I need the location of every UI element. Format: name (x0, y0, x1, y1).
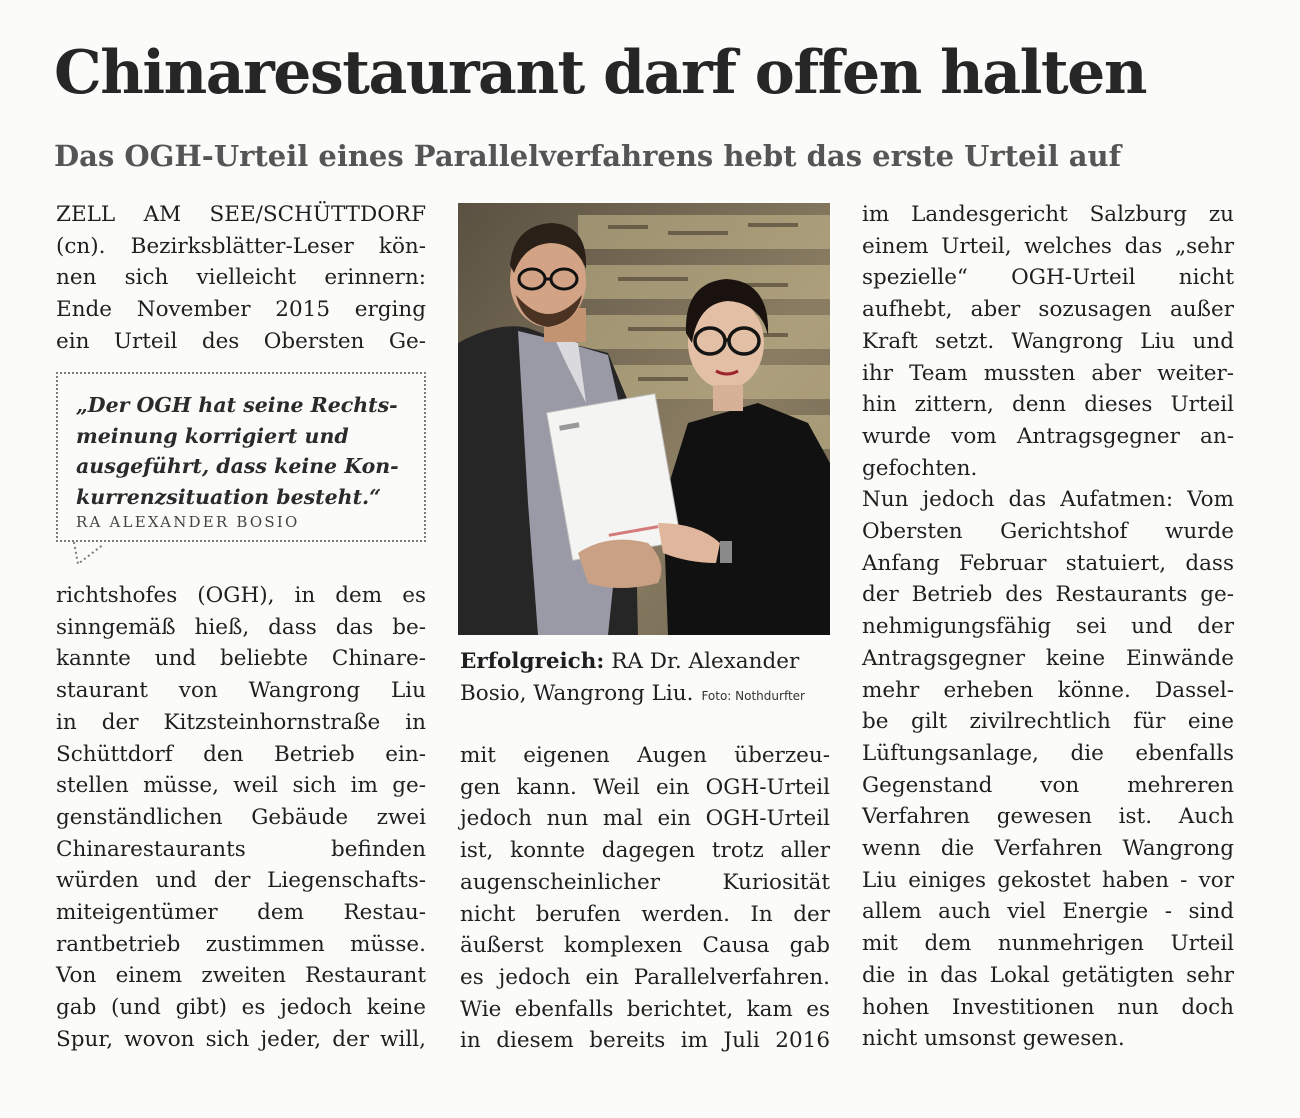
text-line: (cn). Bezirksblätter-Leser kön- (56, 233, 426, 259)
text-line: stellen müsse, weil sich im ge- (56, 773, 426, 799)
text-line: gefochten. (862, 455, 978, 481)
text-line: Nun jedoch das Aufatmen: Vom (862, 487, 1234, 513)
text-line: ein Urteil des Obersten Ge- (56, 328, 426, 354)
text-line: mit dem nunmehrigen Urteil (862, 931, 1234, 957)
column-2 (460, 740, 830, 1057)
text-line: Lüftungsanlage, die ebenfalls (862, 740, 1234, 766)
text-line: in der Kitzsteinhornstraße in (56, 709, 426, 735)
caption-text: RA Dr. Alexander (611, 649, 800, 674)
text-line: Spur, wovon sich jeder, der will, (56, 1026, 426, 1052)
text-line: im Landesgericht Salzburg zu (862, 202, 1234, 227)
quote-author: RA ALEXANDER BOSIO (76, 513, 300, 531)
text-line: Chinarestaurants befinden (56, 836, 426, 862)
text-line: der Betrieb des Restaurants ge- (862, 582, 1234, 608)
quote-line: ausgeführt, dass keine Kon- (76, 454, 399, 478)
text-line: nehmigungsfähig sei und der (862, 614, 1234, 640)
caption-line (460, 678, 840, 713)
text-line: spezielle“ OGH-Urteil nicht (862, 265, 1234, 291)
text-line: mehr erheben könne. Dassel- (862, 677, 1234, 703)
text-line: rantbetrieb zustimmen müsse. (56, 931, 426, 957)
text-line: Obersten Gerichtshof wurde (862, 519, 1234, 545)
text-line: sinngemäß hieß, dass das be- (56, 614, 426, 640)
text-line: allem auch viel Energie - sind (862, 899, 1234, 925)
photo-credit: Foto: Nothdurfter (701, 688, 805, 703)
text-line: kannte und beliebte Chinare- (56, 646, 426, 672)
text-line: es jedoch ein Parallelverfahren. (460, 964, 830, 990)
text-line: würden und der Liegenschafts- (56, 868, 426, 894)
quote-tail-icon (70, 540, 110, 570)
text-line: nicht umsonst gewesen. (862, 1026, 1125, 1052)
text-line: Antragsgegner keine Einwände (862, 645, 1234, 671)
text-line: jedoch nun mal ein OGH-Urteil (460, 806, 830, 832)
photo-caption (460, 646, 840, 712)
caption-line (460, 646, 840, 678)
column-3 (862, 199, 1234, 1055)
text-line: hohen Investitionen nun doch (862, 994, 1234, 1020)
text-line: ZELL AM SEE/SCHÜTTDORF (56, 202, 426, 227)
subheadline: Das OGH-Urteil eines Parallelverfahrens hebt das erste Urteil auf (54, 139, 1122, 173)
pull-quote-text (76, 390, 406, 512)
text-line: ist, konnte dagegen trotz aller (460, 838, 830, 864)
text-line: äußerst komplexen Causa gab (460, 933, 830, 959)
text-line: Schüttdorf den Betrieb ein- (56, 741, 426, 767)
text-line: augenscheinlicher Kuriosität (460, 869, 830, 895)
text-line: Von einem zweiten Restaurant (56, 963, 426, 989)
text-line: Verfahren gewesen ist. Auch (862, 804, 1234, 830)
text-line: Kraft setzt. Wangrong Liu und (862, 328, 1234, 354)
text-line: einem Urteil, welches das „sehr (862, 233, 1234, 259)
caption-label: Erfolgreich: (460, 649, 605, 674)
headline: Chinarestaurant darf offen halten (54, 38, 1146, 108)
text-line: wurde vom Antragsgegner an- (862, 423, 1234, 449)
text-line: be gilt zivilrechtlich für eine (862, 709, 1234, 735)
text-line: Ende November 2015 erging (56, 297, 426, 323)
article-photo (458, 203, 830, 635)
text-line: Wie ebenfalls berichtet, kam es (460, 996, 830, 1022)
text-line: genständlichen Gebäude zwei (56, 804, 426, 830)
text-line: gen kann. Weil ein OGH-Urteil (460, 774, 830, 800)
text-line: aufhebt, aber sozusagen außer (862, 297, 1234, 323)
text-line: nen sich vielleicht erinnern: (56, 265, 426, 291)
text-line: richtshofes (OGH), in dem es (56, 583, 426, 608)
quote-line: „Der OGH hat seine Rechts- (76, 393, 398, 417)
caption-text: Bosio, Wangrong Liu. (460, 680, 694, 706)
text-line: staurant von Wangrong Liu (56, 678, 426, 704)
text-line: miteigentümer dem Restau- (56, 900, 426, 926)
text-line: hin zittern, denn dieses Urteil (862, 392, 1234, 418)
text-line: ihr Team mussten aber weiter- (862, 360, 1234, 386)
text-line: wenn die Verfahren Wangrong (862, 836, 1234, 862)
pull-quote-box (56, 372, 426, 542)
text-line: Gegenstand von mehreren (862, 772, 1234, 798)
column-1-bottom (56, 580, 426, 1056)
text-line: Liu einiges gekostet haben - vor (862, 867, 1234, 893)
text-line: gab (und gibt) es jedoch keine (56, 995, 426, 1021)
photo-illustration (458, 203, 830, 635)
text-line: Anfang Februar statuiert, dass (862, 550, 1234, 576)
text-line: die in das Lokal getätigten sehr (862, 962, 1234, 988)
column-1-top (56, 199, 426, 358)
text-line: in diesem bereits im Juli 2016 (460, 1028, 830, 1054)
text-line: mit eigenen Augen überzeu- (460, 743, 830, 768)
text-line: nicht berufen werden. In der (460, 901, 830, 927)
quote-line: meinung korrigiert und (76, 423, 349, 448)
quote-line: kurrenzsituation besteht.“ (76, 484, 381, 509)
